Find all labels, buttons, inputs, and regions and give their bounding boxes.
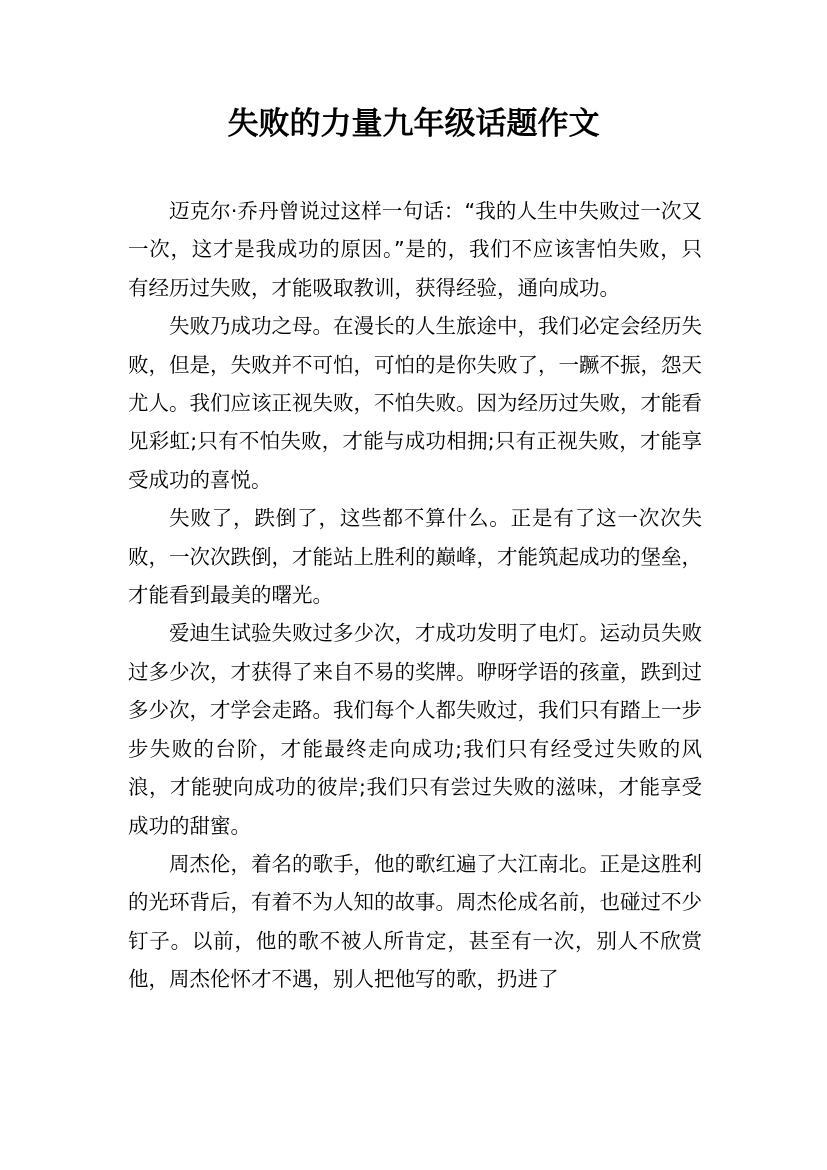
paragraph: 失败乃成功之母。在漫长的人生旅途中，我们必定会经历失败，但是，失败并不可怕，可怕的是你失败了，一蹶不振，怨天尤人。我们应该正视失败，不怕失败。因为经历过失败，才能看见彩虹;只有不怕失败，才能与成功相拥;只有正视失败，才能享受成功的喜悦。 xyxy=(128,314,702,492)
paragraph: 失败了，跌倒了，这些都不算什么。正是有了这一次次失败，一次次跌倒，才能站上胜利的巅峰，才能筑起成功的堡垒，才能看到最美的曙光。 xyxy=(128,506,702,608)
document-title: 失败的力量九年级话题作文 xyxy=(227,106,600,142)
document-body xyxy=(128,192,702,999)
paragraph: 爱迪生试验失败过多少次，才成功发明了电灯。运动员失败过多少次，才获得了来自不易的奖牌。咿呀学语的孩童，跌到过多少次，才学会走路。我们每个人都失败过，我们只有踏上一步步失败的台阶，才能最终走向成功;我们只有经受过失败的风浪，才能驶向成功的彼岸;我们只有尝过失败的滋味，才能享受成功的甜蜜。 xyxy=(128,621,702,838)
paragraph: 周杰伦，着名的歌手，他的歌红遍了大江南北。正是这胜利的光环背后，有着不为人知的故事。周杰伦成名前，也碰过不少钉子。以前，他的歌不被人所肯定，甚至有一次，别人不欣赏他，周杰伦怀才不遇，别人把他写的歌，扔进了 xyxy=(128,851,702,992)
paragraph: 迈克尔·乔丹曾说过这样一句话：“我的人生中失败过一次又一次，这才是我成功的原因。”是的，我们不应该害怕失败，只有经历过失败，才能吸取教训，获得经验，通向成功。 xyxy=(128,199,702,300)
